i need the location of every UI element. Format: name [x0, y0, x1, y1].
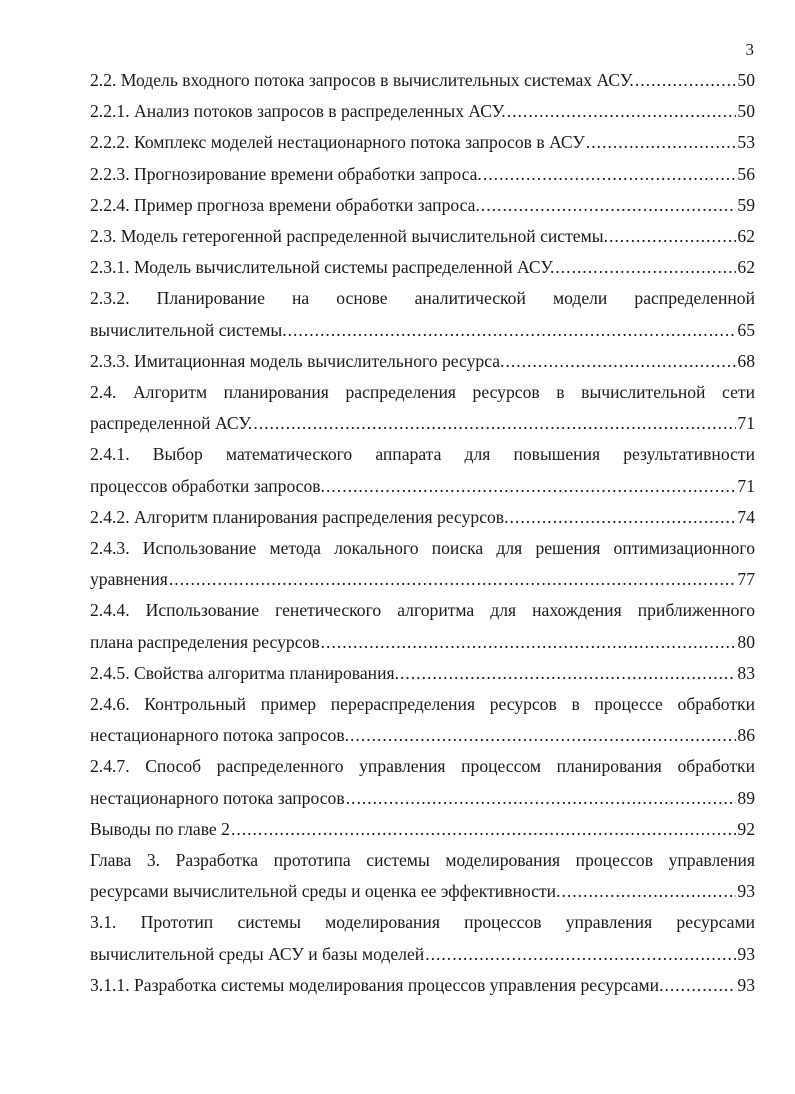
dot-leader — [346, 783, 737, 814]
toc-entry-title: 2.3.3. Имитационная модель вычислительного ресурса. — [90, 350, 505, 371]
toc-entry-page: 92 — [737, 818, 755, 839]
dot-leader — [288, 315, 737, 346]
toc-entry-page: 93 — [737, 974, 755, 995]
toc-entry-first-line: 2.3.2. Планирование на основе аналитической модели распределенной — [90, 288, 755, 309]
toc-entry-first-line: 2.4.3. Использование метода локального поиска для решения оптимизационного — [90, 538, 755, 559]
toc-entry-title: плана распределения ресурсов — [90, 631, 320, 652]
toc-entry-2-2-3 — [90, 159, 755, 190]
toc-entry-2-3-1 — [90, 252, 755, 283]
toc-entry-page: 50 — [737, 70, 755, 90]
toc-entry-conclusions-2 — [90, 814, 755, 845]
toc-entry-2-3-2 — [90, 283, 755, 345]
dot-leader — [507, 96, 737, 127]
toc-entry-page: 53 — [737, 132, 755, 153]
toc-entry-page: 74 — [737, 506, 755, 527]
toc-entry-page: 56 — [737, 163, 755, 184]
dot-leader — [321, 627, 737, 658]
toc-entry-2-2-1 — [90, 96, 755, 127]
toc-entry-page: 50 — [737, 101, 755, 122]
page-number: 3 — [745, 40, 754, 59]
toc-entry-title: 2.2.4. Пример прогноза времени обработки запроса. — [90, 194, 480, 215]
toc-entry-title: Выводы по главе 2 — [90, 818, 230, 839]
toc-entry-title: вычислительной системы. — [90, 319, 287, 340]
dot-leader — [664, 970, 736, 1001]
toc-entry-page: 80 — [737, 631, 755, 652]
toc-entry-first-line: 2.4.1. Выбор математического аппарата для повышения результативности — [90, 444, 755, 465]
toc-entry-page: 89 — [737, 787, 755, 808]
toc-entry-first-line: 2.4.4. Использование генетического алгоритма для нахождения приближенного — [90, 600, 755, 621]
toc-entry-title: распределенной АСУ. — [90, 413, 253, 434]
toc-entry-title: ресурсами вычислительной среды и оценка ее эффективности. — [90, 881, 561, 902]
toc-entry-2-4-5 — [90, 658, 755, 689]
toc-entry-2-4-1 — [90, 439, 755, 501]
toc-entry-first-line: Глава 3. Разработка прототипа системы моделирования процессов управления — [90, 850, 755, 871]
toc-entry-page: 68 — [737, 350, 755, 371]
toc-entry-first-line: 2.4. Алгоритм планирования распределения ресурсов в вычислительной сети — [90, 382, 755, 403]
dot-leader — [253, 408, 736, 439]
toc-entry-title: 3.1.1. Разработка системы моделирования процессов управления ресурсами. — [90, 974, 664, 995]
toc-entry-title: 2.2. Модель входного потока запросов в вычислительных системах АСУ. — [90, 70, 634, 90]
toc-entry-title: нестационарного потока запросов — [90, 787, 345, 808]
toc-entry-2-3-3 — [90, 346, 755, 377]
toc-entry-page: 77 — [737, 569, 755, 590]
toc-entry-title: уравнения — [90, 569, 168, 590]
dot-leader — [510, 502, 737, 533]
dot-leader — [586, 127, 737, 158]
toc-entry-title: 2.2.3. Прогнозирование времени обработки запроса. — [90, 163, 482, 184]
toc-entry-page: 59 — [737, 194, 755, 215]
toc-entry-page: 71 — [737, 475, 755, 496]
toc-entry-2-4 — [90, 377, 755, 439]
dot-leader — [555, 252, 736, 283]
toc-entry-page: 86 — [737, 725, 755, 746]
toc-entry-first-line: 3.1. Прототип системы моделирования процессов управления ресурсами — [90, 912, 755, 933]
toc-entry-page: 71 — [737, 413, 755, 434]
dot-leader — [505, 346, 736, 377]
dot-leader — [326, 471, 736, 502]
dot-leader — [609, 221, 736, 252]
toc-entry-chapter-3 — [90, 845, 755, 907]
dot-leader — [425, 939, 736, 970]
toc-entry-page: 62 — [737, 226, 755, 247]
toc-entry-title: 2.3.1. Модель вычислительной системы распределенной АСУ. — [90, 257, 555, 278]
dot-leader — [481, 190, 737, 221]
toc-entry-2-4-7 — [90, 751, 755, 813]
toc-entry-title: вычислительной среды АСУ и базы моделей — [90, 943, 425, 964]
toc-entry-2-4-6 — [90, 689, 755, 751]
toc-entry-first-line: 2.4.7. Способ распределенного управления процессом планирования обработки — [90, 756, 755, 777]
table-of-contents — [90, 65, 755, 1001]
dot-leader — [483, 159, 737, 190]
toc-entry-3-1-1 — [90, 970, 755, 1001]
dot-leader — [169, 564, 737, 595]
toc-entry-title: 2.2.2. Комплекс моделей нестационарного потока запросов в АСУ — [90, 132, 585, 153]
dot-leader — [350, 720, 736, 751]
toc-entry-2-2 — [90, 65, 755, 96]
toc-entry-2-2-2 — [90, 127, 755, 158]
dot-leader — [400, 658, 736, 689]
toc-entry-page: 62 — [737, 257, 755, 278]
toc-entry-page: 93 — [737, 881, 755, 902]
toc-entry-2-3 — [90, 221, 755, 252]
toc-entry-title: 2.3. Модель гетерогенной распределенной вычислительной системы. — [90, 226, 608, 247]
dot-leader — [561, 876, 736, 907]
dot-leader — [231, 814, 736, 845]
dot-leader — [635, 65, 737, 96]
toc-entry-2-4-3 — [90, 533, 755, 595]
toc-entry-title: 2.4.2. Алгоритм планирования распределения ресурсов. — [90, 506, 509, 527]
toc-entry-first-line: 2.4.6. Контрольный пример перераспределения ресурсов в процессе обработки — [90, 694, 755, 715]
toc-entry-2-4-4 — [90, 595, 755, 657]
toc-entry-title: процессов обработки запросов. — [90, 475, 325, 496]
toc-entry-2-2-4 — [90, 190, 755, 221]
toc-entry-page: 93 — [737, 943, 755, 964]
toc-entry-page: 83 — [737, 662, 755, 683]
toc-entry-title: 2.2.1. Анализ потоков запросов в распределенных АСУ. — [90, 101, 506, 122]
toc-entry-title: нестационарного потока запросов. — [90, 725, 350, 746]
toc-entry-title: 2.4.5. Свойства алгоритма планирования. — [90, 662, 399, 683]
toc-entry-page: 65 — [737, 319, 755, 340]
toc-entry-2-4-2 — [90, 502, 755, 533]
toc-entry-3-1 — [90, 907, 755, 969]
